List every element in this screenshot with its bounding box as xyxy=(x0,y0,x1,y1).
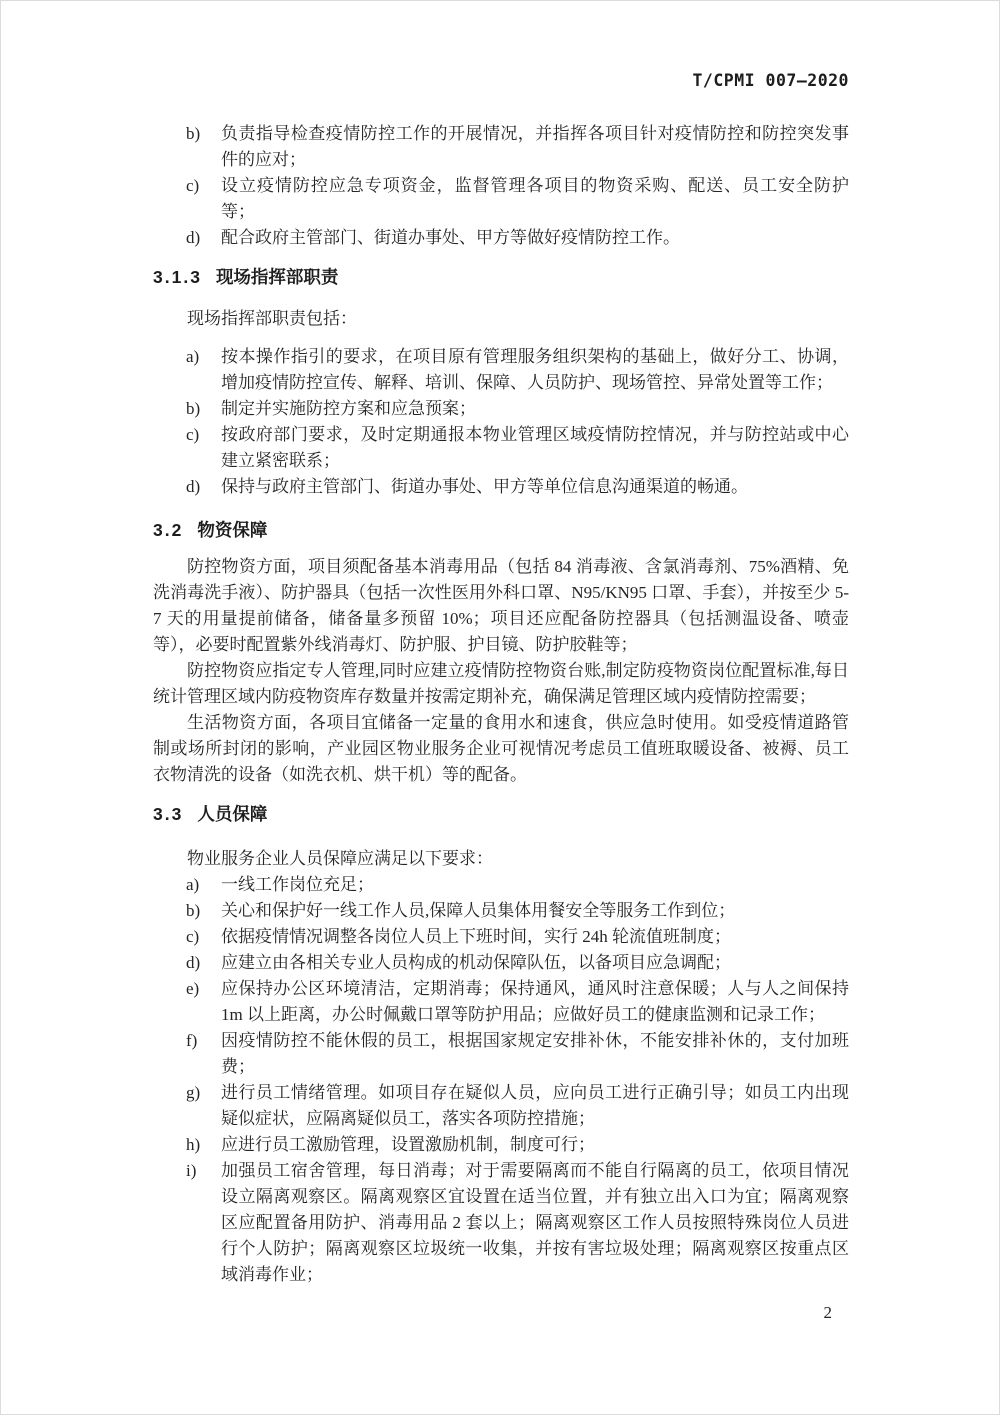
list-item-marker: b) xyxy=(186,901,201,920)
personnel-requirement-list xyxy=(153,872,849,1288)
list-item-marker: f) xyxy=(186,1031,198,1050)
list-item-marker: h) xyxy=(186,1135,201,1154)
list-item-marker: a) xyxy=(186,347,200,366)
list-item-text: 应保持办公区环境清洁，定期消毒；保持通风，通风时注意保暖；人与人之间保持 1m 以上距离，办公时佩戴口罩等防护用品；应做好员工的健康监测和记录工作； xyxy=(221,979,849,1024)
list-item xyxy=(153,121,849,173)
section-heading-3-3 xyxy=(153,801,849,827)
list-item-marker: c) xyxy=(186,425,200,444)
list-item-marker: d) xyxy=(186,953,201,972)
list-item-text: 配合政府主管部门、街道办事处、甲方等做好疫情防控工作。 xyxy=(221,228,680,247)
responsibility-list-company xyxy=(153,121,849,251)
list-item xyxy=(153,396,849,422)
list-item xyxy=(153,173,849,225)
list-item-text: 制定并实施防控方案和应急预案； xyxy=(221,399,476,418)
list-item-text: 按政府部门要求，及时定期通报本物业管理区域疫情防控情况，并与防控站或中心建立紧密联系； xyxy=(221,425,849,470)
list-item-text: 进行员工情绪管理。如项目存在疑似人员，应向员工进行正确引导；如员工内出现疑似症状，应隔离疑似员工，落实各项防控措施； xyxy=(221,1083,849,1128)
section-title: 物资保障 xyxy=(197,520,268,540)
list-item-marker: e) xyxy=(186,979,200,998)
section-title: 现场指挥部职责 xyxy=(215,267,339,287)
list-item-text: 依据疫情情况调整各岗位人员上下班时间，实行 24h 轮流值班制度； xyxy=(221,927,731,946)
section-heading-3-2 xyxy=(153,517,849,543)
list-item xyxy=(153,422,849,474)
list-item-marker: d) xyxy=(186,228,201,247)
page-number: 2 xyxy=(823,1303,832,1322)
paragraph: 防控物资应指定专人管理,同时应建立疫情防控物资台账,制定防疫物资岗位配置标准,每日统计管理区域内防疫物资库存数量并按需定期补充，确保满足管理区域内疫情防控需要； xyxy=(153,661,849,706)
paragraph: 生活物资方面，各项目宜储备一定量的食用水和速食，供应急时使用。如受疫情道路管制或场所封闭的影响，产业园区物业服务企业可视情况考虑员工值班取暖设备、被褥、员工衣物清洗的设备（如洗衣机、烘干机）等的配备。 xyxy=(153,713,849,784)
list-item-text: 应建立由各相关专业人员构成的机动保障队伍，以备项目应急调配； xyxy=(221,953,731,972)
list-item-marker: d) xyxy=(186,477,201,496)
list-item xyxy=(153,225,849,251)
standard-number-header: T/CPMI 007—2020 xyxy=(692,71,849,90)
list-item-text: 按本操作指引的要求，在项目原有管理服务组织架构的基础上，做好分工、协调，增加疫情防控宣传、解释、培训、保障、人员防护、现场管控、异常处置等工作； xyxy=(221,347,849,392)
paragraph: 防控物资方面，项目须配备基本消毒用品（包括 84 消毒液、含氯消毒剂、75%酒精、免洗消毒洗手液）、防护器具（包括一次性医用外科口罩、N95/KN95 口罩、手套），并按至少 5-7 天的用量提前储备，储备量多预留 10%；项目还应配备防控器具（包括测温设备、喷壶等），必要时配置紫外线消毒灯、防护服、护目镜、防护胶鞋等； xyxy=(153,557,849,654)
list-item xyxy=(153,474,849,500)
list-item-text: 加强员工宿舍管理，每日消毒；对于需要隔离而不能自行隔离的员工，依项目情况设立隔离观察区。隔离观察区宜设置在适当位置，并有独立出入口为宜；隔离观察区应配置备用防护、消毒用品 2 套以上；隔离观察区工作人员按照特殊岗位人员进行个人防护；隔离观察区垃圾统一收集，并按有害垃圾处理；隔离观察区按重点区域消毒作业； xyxy=(221,1161,849,1284)
list-item-text: 应进行员工激励管理，设置激励机制，制度可行； xyxy=(221,1135,595,1154)
section-3-2-paragraphs xyxy=(153,554,849,788)
section-lead-paragraph: 现场指挥部职责包括： xyxy=(187,309,357,328)
list-item-marker: g) xyxy=(186,1083,201,1102)
section-title: 人员保障 xyxy=(197,804,268,824)
list-item-marker: c) xyxy=(186,176,200,195)
list-item xyxy=(153,898,849,924)
section-heading-3-1-3 xyxy=(153,264,849,290)
list-item-text: 设立疫情防控应急专项资金，监督管理各项目的物资采购、配送、员工安全防护等； xyxy=(221,176,849,221)
responsibility-list-command-post xyxy=(153,344,849,500)
section-lead-paragraph: 物业服务企业人员保障应满足以下要求： xyxy=(187,849,493,868)
list-item-marker: b) xyxy=(186,399,201,418)
list-item-text: 保持与政府主管部门、街道办事处、甲方等单位信息沟通渠道的畅通。 xyxy=(221,477,748,496)
list-item xyxy=(153,1028,849,1080)
list-item-marker: b) xyxy=(186,124,201,143)
list-item-marker: a) xyxy=(186,875,200,894)
section-number: 3.3 xyxy=(153,804,184,824)
list-item-text: 一线工作岗位充足； xyxy=(221,875,374,894)
list-item-text: 关心和保护好一线工作人员,保障人员集体用餐安全等服务工作到位； xyxy=(221,901,736,920)
list-item xyxy=(153,924,849,950)
list-item xyxy=(153,1132,849,1158)
section-number: 3.2 xyxy=(153,520,184,540)
list-item-marker: i) xyxy=(186,1161,197,1180)
list-item xyxy=(153,872,849,898)
list-item xyxy=(153,344,849,396)
section-number: 3.1.3 xyxy=(153,267,202,287)
list-item xyxy=(153,950,849,976)
list-item-text: 因疫情防控不能休假的员工，根据国家规定安排补休，不能安排补休的，支付加班费； xyxy=(221,1031,849,1076)
page-content xyxy=(1,71,999,1326)
list-item xyxy=(153,976,849,1028)
list-item xyxy=(153,1158,849,1288)
list-item-marker: c) xyxy=(186,927,200,946)
list-item xyxy=(153,1080,849,1132)
list-item-text: 负责指导检查疫情防控工作的开展情况，并指挥各项目针对疫情防控和防控突发事件的应对； xyxy=(221,124,849,169)
